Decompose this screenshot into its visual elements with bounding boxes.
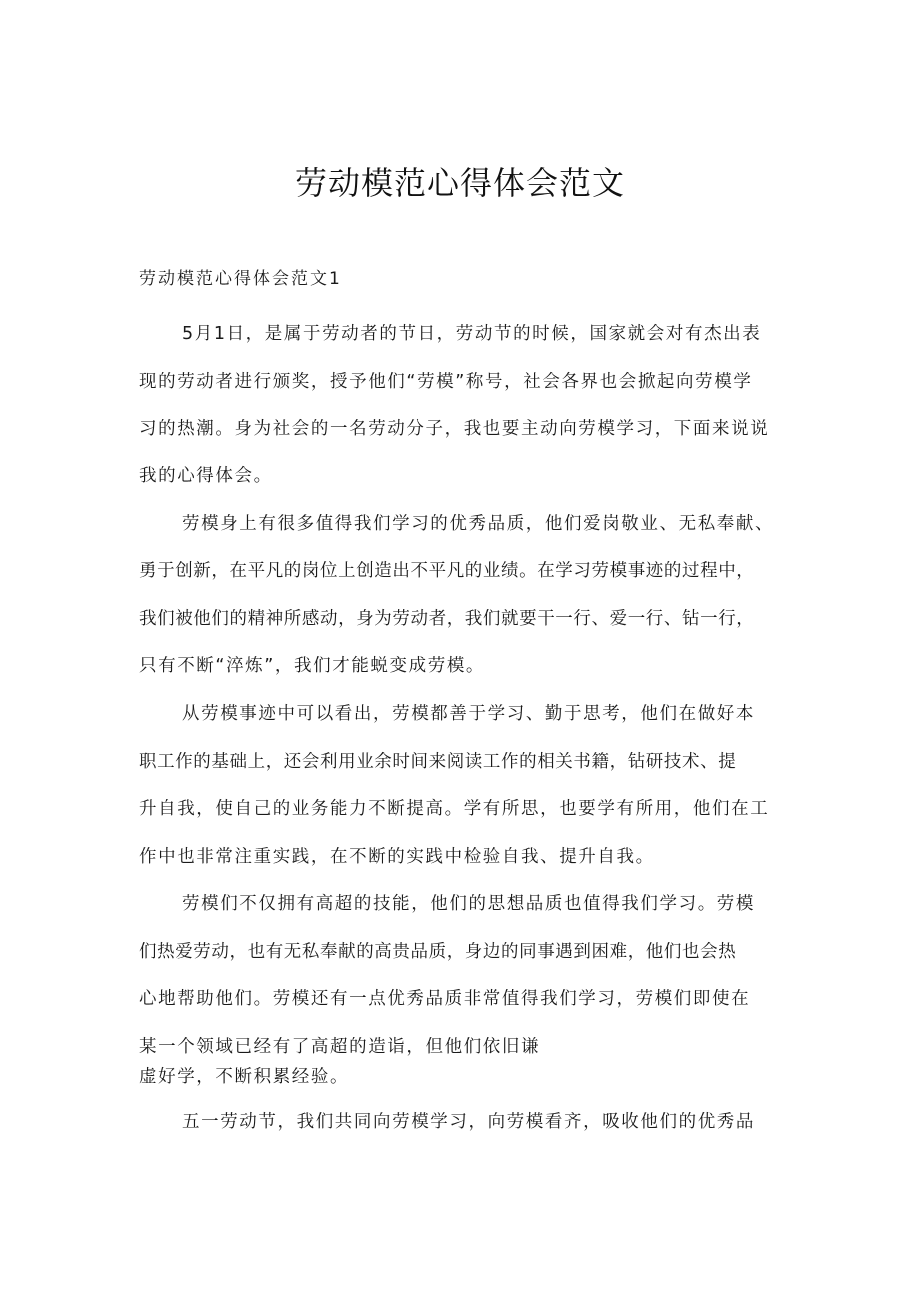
document-title: 劳动模范心得体会范文 — [294, 164, 625, 202]
paragraph-line: 劳模们不仅拥有高超的技能，他们的思想品质也值得我们学习。劳模 — [182, 894, 755, 914]
section-heading: 劳动模范心得体会范文1 — [139, 269, 342, 289]
paragraph-line: 升自我，使自己的业务能力不断提高。学有所思，也要学有所用，他们在工 — [139, 799, 770, 819]
paragraph-line: 只有不断“淬炼”，我们才能蜕变成劳模。 — [139, 656, 486, 676]
paragraph-line: 从劳模事迹中可以看出，劳模都善于学习、勤于思考，他们在做好本 — [182, 704, 755, 724]
paragraph-line: 心地帮助他们。劳模还有一点优秀品质非常值得我们学习，劳模们即使在 — [139, 989, 751, 1009]
paragraph-line: 勇于创新，在平凡的岗位上创造出不平凡的业绩。在学习劳模事迹的过程中， — [139, 561, 755, 581]
paragraph-line: 职工作的基础上，还会利用业余时间来阅读工作的相关书籍，钻研技术、提 — [139, 752, 737, 772]
paragraph-line: 虚好学，不断积累经验。 — [139, 1067, 350, 1087]
paragraph-line: 我的心得体会。 — [139, 466, 273, 486]
paragraph-line: 劳模身上有很多值得我们学习的优秀品质，他们爱岗敬业、无私奉献、 — [182, 514, 775, 534]
paragraph-line: 们热爱劳动，也有无私奉献的高贵品质，身边的同事遇到困难，他们也会热 — [139, 942, 737, 962]
paragraph-line: 现的劳动者进行颁奖，授予他们“劳模”称号，社会各界也会掀起向劳模学 — [139, 372, 753, 392]
paragraph-line: 作中也非常注重实践，在不断的实践中检验自我、提升自我。 — [139, 847, 655, 867]
paragraph-line: 习的热潮。身为社会的一名劳动分子，我也要主动向劳模学习，下面来说说 — [139, 419, 770, 439]
paragraph-line: 5月1日，是属于劳动者的节日，劳动节的时候，国家就会对有杰出表 — [182, 324, 762, 344]
paragraph-line: 我们被他们的精神所感动，身为劳动者，我们就要干一行、爱一行、钻一行， — [139, 609, 755, 629]
paragraph-line: 某一个领域已经有了高超的造诣，但他们依旧谦 — [139, 1037, 541, 1057]
paragraph-line: 五一劳动节，我们共同向劳模学习，向劳模看齐，吸收他们的优秀品 — [182, 1112, 755, 1132]
